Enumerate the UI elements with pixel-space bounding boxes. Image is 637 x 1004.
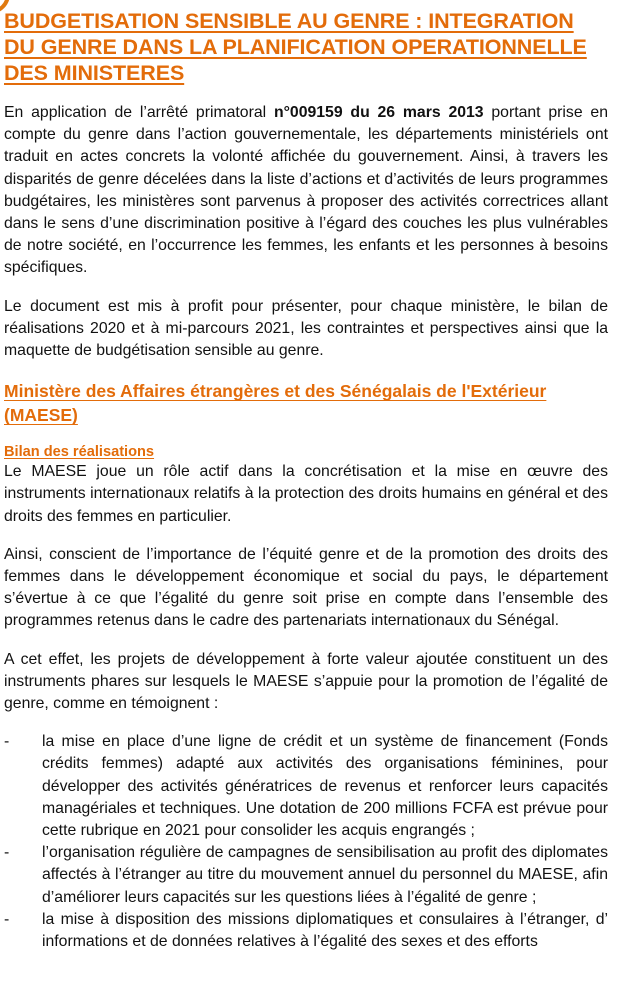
bullet-dash: - [4, 733, 10, 751]
list-item-text: la mise en place d’une ligne de crédit et un système de financement (Fonds crédits femmes) adapté aux activités des organisations féminines, pour développer des activités génératrices de revenus et renforcer leurs capacités managériales et techniques. Une dotation de 200 millions FCFA est prévue pour cette rubrique en 2021 pour consolider les acquis engrangés ; [42, 733, 608, 840]
document-title: BUDGETISATION SENSIBLE AU GENRE : INTEGRATION DU GENRE DANS LA PLANIFICATION OPERATIONNELLE DES MINISTERES [4, 9, 587, 85]
list-item [4, 731, 608, 842]
decree-reference: n°009159 du 26 mars 2013 [273, 104, 484, 121]
document-page [4, 8, 608, 953]
list-item-text: l’organisation régulière de campagnes de sensibilisation au profit des diplomates affectés à l’étranger au titre du mouvement annuel du personnel du MAESE, afin d’améliorer leurs capacités sur les questions liées à l’égalité de genre ; [42, 844, 608, 906]
section-paragraph: Ainsi, conscient de l’importance de l’équité genre et de la promotion des droits des femmes dans le développement économique et social du pays, le département s’évertue à ce que l’égalité du genre soit prise en compte dans l’ensemble des programmes retenus dans le cadre des partenariats internationaux du Sénégal. [4, 545, 608, 630]
achievements-subheading: Bilan des réalisations [4, 444, 155, 461]
bullet-dash: - [4, 844, 10, 862]
intro-paragraph [4, 102, 608, 280]
list-item [4, 909, 608, 953]
measures-list [4, 731, 608, 953]
summary-paragraph: Le document est mis à profit pour présenter, pour chaque ministère, le bilan de réalisations 2020 et à mi-parcours 2021, les contraintes et perspectives ainsi que la maquette de budgétisation sensible au genre. [4, 297, 608, 360]
ministry-heading: Ministère des Affaires étrangères et des Sénégalais de l'Extérieur (MAESE) [4, 381, 547, 426]
bullet-dash: - [4, 910, 10, 928]
list-item-text: la mise à disposition des missions diplomatiques et consulaires à l’étranger, d’ informations et de données relatives à l’égalité des sexes et des efforts [42, 910, 608, 951]
section-paragraph: A cet effet, les projets de développement à forte valeur ajoutée constituent un des instruments phares sur lesquels le MAESE s’appuie pour la promotion de l’égalité de genre, comme en témoignent : [4, 650, 608, 713]
list-item [4, 842, 608, 909]
section-paragraph: Le MAESE joue un rôle actif dans la concrétisation et la mise en œuvre des instruments internationaux relatifs à la protection des droits humains en général et des droits des femmes en particulier. [4, 463, 608, 525]
intro-text-before: En application de l’arrêté primatoral [4, 104, 274, 121]
intro-text-after: portant prise en compte du genre dans l’action gouvernementale, les départements ministériels ont traduit en actes concrets la volonté affichée du gouvernement. Ainsi, à travers les disparités de genre décelées dans la liste d’actions et d’activités de leurs programmes budgétaires, les ministères sont parvenus à proposer des activités correctrices allant dans le sens d’une discrimination positive à l’égard des couches les plus vulnérables de notre société, en l’occurrence les femmes, les enfants et les personnes à besoins spécifiques. [4, 104, 608, 277]
